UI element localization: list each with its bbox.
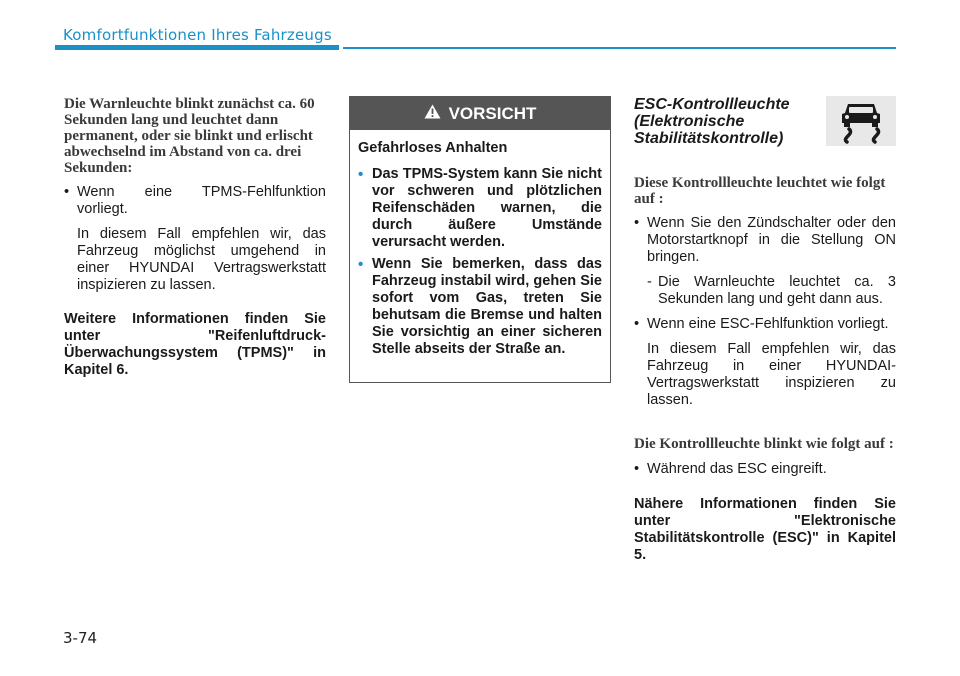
caution-box xyxy=(349,96,611,383)
caution-subtitle: Gefahrloses Anhalten xyxy=(358,140,508,156)
right-column xyxy=(634,96,896,564)
caution-item xyxy=(358,256,602,358)
caution-item-text: Wenn Sie bemerken, dass das Fahrzeug instabil wird, gehen Sie sofort vom Gas, treten Sie behutsam die Bremse und halten Sie vorsichtig an einer sicheren Stelle abseits der Straße an. xyxy=(372,256,602,357)
right-bullet-2: • Wenn eine ESC-Fehlfunktion vorliegt. xyxy=(634,316,896,333)
caution-body xyxy=(350,130,610,358)
caution-header xyxy=(350,97,610,130)
warning-triangle-icon xyxy=(424,104,441,124)
left-heading: Die Warnleuchte blinkt zunächst ca. 60 Sekunden lang und leuchtet dann permanent, oder sie blinkt und erlischt abwechselnd im Abstand von ca. drei Sekunden: xyxy=(64,96,315,176)
right-bullet-3: • Während das ESC eingreift. xyxy=(634,461,896,478)
caution-title: VORSICHT xyxy=(448,103,537,123)
caution-item-text: Das TPMS-System kann Sie nicht vor schweren und plötzlichen Reifenschäden warnen, die durch äußere Umstände verursacht werden. xyxy=(372,166,602,250)
bullet-dot-icon: • xyxy=(358,256,364,273)
right-heading-2: Die Kontrollleuchte blinkt wie folgt auf : xyxy=(634,436,894,452)
left-more-info: Weitere Informationen finden Sie unter "Reifenluftdruck-Überwachungssystem (TPMS)" in Kapitel 6. xyxy=(64,311,326,378)
right-bullet-2-detail: In diesem Fall empfehlen wir, das Fahrzeug in einer HYUNDAI-Vertragswerkstatt inspizieren zu lassen. xyxy=(647,341,896,408)
header-rule xyxy=(343,47,896,49)
page-number: 3-74 xyxy=(63,629,98,647)
section-title: Komfortfunktionen Ihres Fahrzeugs xyxy=(63,26,332,44)
header-rule-accent xyxy=(55,45,339,50)
bullet-dot-icon: • xyxy=(358,166,364,183)
right-dash-1: - Die Warnleuchte leuchtet ca. 3 Sekunden lang und geht dann aus. xyxy=(634,274,896,308)
right-more-info: Nähere Informationen finden Sie unter "Elektronische Stabilitätskontrolle (ESC)" in Kapitel 5. xyxy=(634,496,896,563)
left-bullet-1-detail: In diesem Fall empfehlen wir, das Fahrzeug möglichst umgehend in einer HYUNDAI Vertragswerkstatt inspizieren zu lassen. xyxy=(77,226,326,293)
esc-skid-car-icon xyxy=(826,96,896,146)
left-bullet-1: • Wenn eine TPMS-Fehlfunktion vorliegt. xyxy=(64,184,326,218)
esc-title: ESC-Kontrollleuchte (Elektronische Stabilitätskontrolle) xyxy=(634,96,790,147)
right-heading-1: Diese Kontrollleuchte leuchtet wie folgt auf : xyxy=(634,175,886,207)
left-column xyxy=(64,96,326,379)
caution-item xyxy=(358,166,602,251)
right-bullet-1: • Wenn Sie den Zündschalter oder den Motorstartknopf in die Stellung ON bringen. xyxy=(634,215,896,266)
